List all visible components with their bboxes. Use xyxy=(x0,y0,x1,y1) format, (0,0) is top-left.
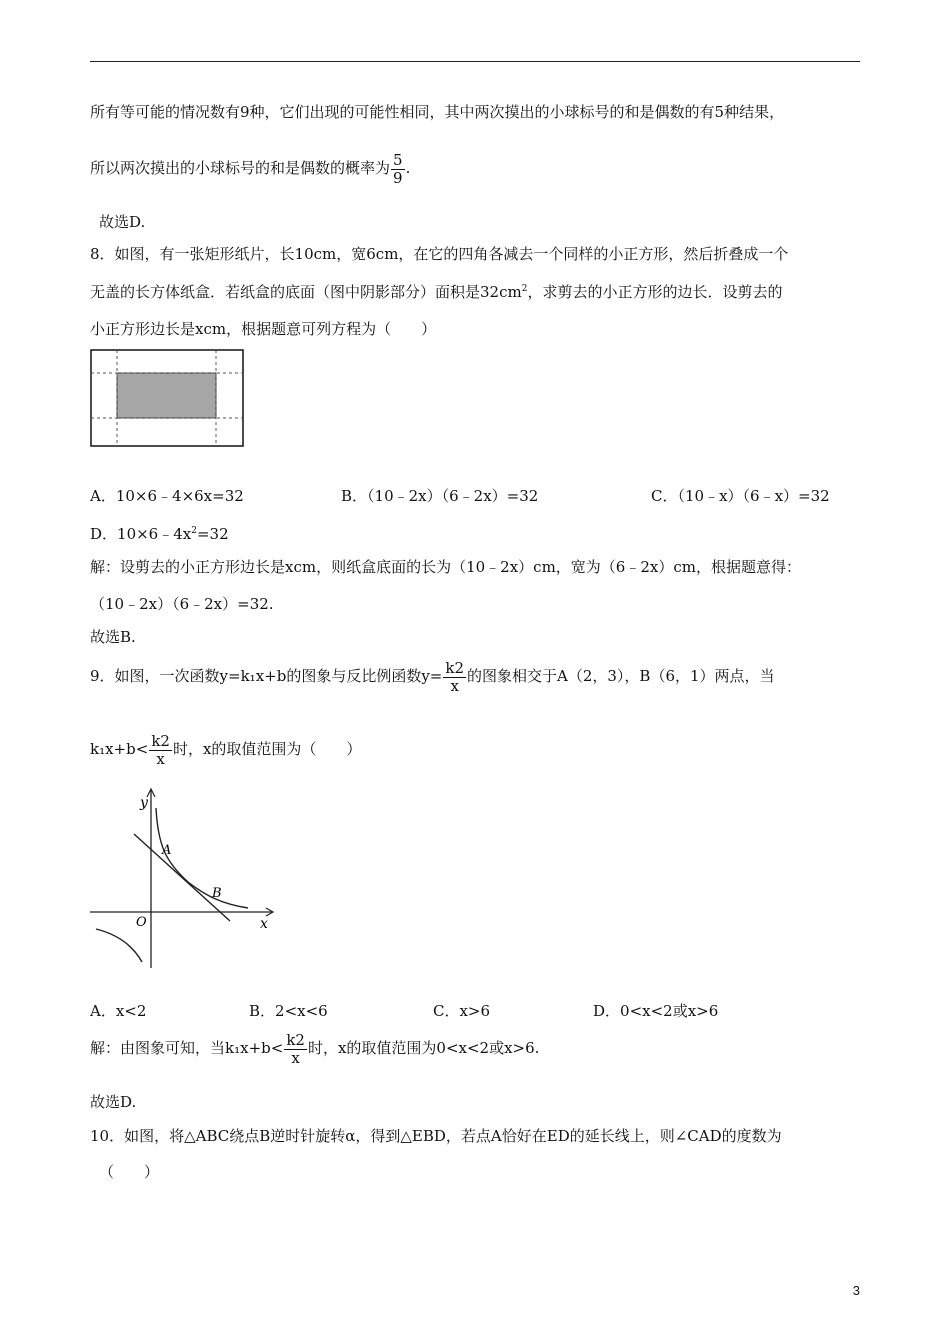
solution-8-answer: 故选B. xyxy=(90,628,136,646)
point-b-label: B xyxy=(212,886,222,901)
text: . xyxy=(405,159,411,177)
option-d xyxy=(90,523,229,544)
question-9-line-2 xyxy=(90,733,361,767)
option-a: A．10×6﹣4×6x=32 xyxy=(90,487,244,505)
text: ，求剪去的小正方形的边长．设剪去的 xyxy=(527,283,783,301)
option-c: C．x>6 xyxy=(433,1002,491,1020)
denominator: 9 xyxy=(393,168,403,187)
superscript: 2 xyxy=(191,526,197,536)
function-graph xyxy=(88,784,278,972)
text: 时，x的取值范围为0<x<2或x>6. xyxy=(307,1039,540,1057)
denominator: x xyxy=(291,1048,300,1067)
option-a: A．x<2 xyxy=(90,1002,147,1020)
question-8-line-3: 小正方形边长是xcm，根据题意可列方程为（ ） xyxy=(90,320,437,338)
text: k₁x+b< xyxy=(90,740,149,758)
page-number: 3 xyxy=(852,1283,860,1298)
origin-label: O xyxy=(136,915,147,930)
superscript: 2 xyxy=(521,284,528,294)
numerator: 5 xyxy=(393,151,403,169)
question-10-line-2: （ ） xyxy=(99,1163,160,1181)
text: D．10×6﹣4x xyxy=(90,525,192,543)
solution-8-line-2: （10﹣2x）（6﹣2x）=32. xyxy=(90,595,274,613)
question-9-line-1 xyxy=(90,660,775,694)
hyperbola-branch-1 xyxy=(156,808,248,908)
text-line: 所有等可能的情况数有9种，它们出现的可能性相同，其中两次摸出的小球标号的和是偶数的有5种结果， xyxy=(90,103,785,121)
fraction xyxy=(443,660,466,694)
y-axis-label: y xyxy=(140,795,148,811)
text: 9．如图，一次函数y=k₁x+b的图象与反比例函数y= xyxy=(90,667,443,685)
probability-line xyxy=(90,152,410,186)
denominator: x xyxy=(450,676,459,695)
fraction xyxy=(284,1032,307,1066)
solution-8-line-1: 解：设剪去的小正方形边长是xcm，则纸盒底面的长为（10﹣2x）cm，宽为（6﹣2x）cm，根据题意得： xyxy=(90,558,801,576)
fraction xyxy=(391,152,405,186)
option-b: B．2<x<6 xyxy=(249,1002,328,1020)
answer-line: 故选D. xyxy=(99,213,146,231)
option-b: B．（10﹣2x）（6﹣2x）=32 xyxy=(341,487,539,505)
numerator: k2 xyxy=(445,659,465,677)
fraction xyxy=(149,733,172,767)
numerator: k2 xyxy=(286,1031,305,1049)
hyperbola-branch-2 xyxy=(96,929,142,962)
rectangle-paper-figure xyxy=(90,349,246,449)
numerator: k2 xyxy=(151,732,170,750)
shaded-base xyxy=(117,373,216,418)
text: 时，x的取值范围为（ ） xyxy=(172,740,362,758)
denominator: x xyxy=(156,749,165,768)
option-d: D．0<x<2或x>6 xyxy=(593,1002,719,1020)
question-8-line-2 xyxy=(90,281,782,302)
point-a-label: A xyxy=(162,843,172,858)
linear-function-line xyxy=(134,834,230,921)
x-axis-label: x xyxy=(260,916,268,932)
text: 无盖的长方体纸盒．若纸盒的底面（图中阴影部分）面积是32cm xyxy=(90,283,522,301)
question-8-line-1: 8．如图，有一张矩形纸片，长10cm，宽6cm，在它的四角各减去一个同样的小正方形，然后折叠成一个 xyxy=(90,245,789,263)
question-10-line-1: 10．如图，将△ABC绕点B逆时针旋转α，得到△EBD，若点A恰好在ED的延长线上，则∠CAD的度数为 xyxy=(90,1127,782,1145)
text: 的图象相交于A（2，3），B（6，1）两点，当 xyxy=(467,667,775,685)
text: 所以两次摸出的小球标号的和是偶数的概率为 xyxy=(90,159,391,177)
header-rule xyxy=(90,61,860,62)
solution-9-line-1 xyxy=(90,1032,539,1066)
text: =32 xyxy=(196,525,229,543)
text: 解：由图象可知，当k₁x+b< xyxy=(90,1039,284,1057)
solution-9-answer: 故选D. xyxy=(90,1093,137,1111)
option-c: C．（10﹣x）（6﹣x）=32 xyxy=(651,487,830,505)
